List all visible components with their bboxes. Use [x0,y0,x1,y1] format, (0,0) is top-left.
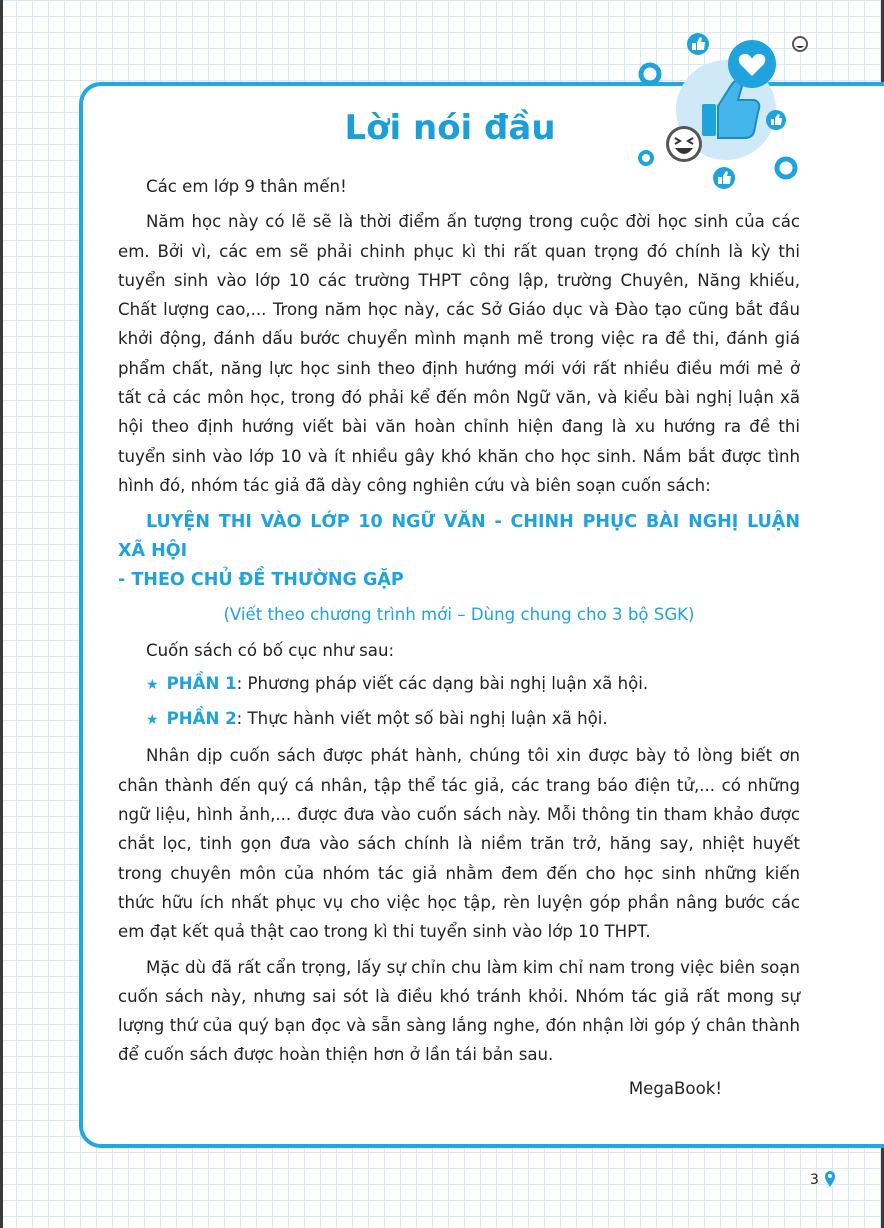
part-label: PHẦN 1 [166,673,237,693]
page-number: 3 [810,1172,819,1188]
preface-body [118,172,800,1103]
heart-ring-icon [641,65,659,83]
structure-intro: Cuốn sách có bố cục như sau: [146,640,395,660]
closing-paragraph: Mặc dù đã rất cẩn trọng, lấy sự chỉn chu làm kim chỉ nam trong việc biên soạn cuốn sách này, nhưng sai sót là điều khó tránh khỏi. Nhóm tác giả rất mong sự lượng thứ của quý bạn đọc và sẵn sàng lắng nghe, đón nhận lời góp ý chân thành để cuốn sách được hoàn thiện hơn ở lần tái bản sau. [118,957,800,1065]
book-title-line2: - THEO CHỦ ĐỀ THƯỜNG GẶP [118,570,404,591]
location-pin-icon [824,1170,836,1188]
part-1-item [118,669,800,700]
page-title: Lời nói đầu [344,108,556,148]
signature: MegaBook! [628,1078,722,1098]
star-bullet-icon: ★ [146,712,159,729]
page-edge-left [0,0,3,1228]
greeting: Các em lớp 9 thân mến! [146,177,347,196]
book-title [118,508,800,595]
intro-paragraph: Năm học này có lẽ sẽ là thời điểm ấn tượng trong cuộc đời học sinh của các em. Bởi vì, các em sẽ phải chinh phục kì thi rất quan trọng đó chính là kỳ thi tuyển sinh vào lớp 10 các trường THPT công lập, trường Chuyên, Năng khiếu, Chất lượng cao,... Trong năm học này, các Sở Giáo dục và Đào tạo cũng bắt đầu khởi động, đánh dấu bước chuyển mình mạnh mẽ trong việc ra đề thi, đánh giá phẩm chất, năng lực học sinh theo định hướng mới với rất nhiều điều mới mẻ ở tất cả các môn học, trong đó phải kể đến môn Ngữ văn, và kiểu bài nghị luận xã hội theo định hướng viết bài văn hoàn chỉnh hiện đang là xu hướng ra đề thi tuyển sinh vào lớp 10 và ít nhiều gây khó khăn cho học sinh. Nắm bắt được tình hình đó, nhóm tác giả đã dày công nghiên cứu và biên soạn cuốn sách: [118,212,800,495]
part-2-item [118,704,800,735]
heart-bubble-icon [728,40,776,88]
book-title-line1: LUYỆN THI VÀO LỚP 10 NGỮ VĂN - CHINH PHỤC BÀI NGHỊ LUẬN XÃ HỘI [118,512,800,562]
part-label: PHẦN 2 [166,709,237,729]
like-bubble-icon [766,110,786,130]
thanks-paragraph: Nhân dịp cuốn sách được phát hành, chúng tôi xin được bày tỏ lòng biết ơn chân thành đến quý cá nhân, tập thể tác giả, các trang báo điện tử,... có những ngữ liệu, hình ảnh,... được đưa vào cuốn sách này. Mỗi thông tin tham khảo được chắt lọc, tinh gọn đưa vào sách chính là niềm trăn trở, hăng say, nhiệt huyết trong chuyên môn của nhóm tác giả nhằm đem đến cho học sinh những kiến thức hữu ích nhất phục vụ cho việc học tập, rèn luyện góp phần nâng bước các em đạt kết quả thật cao trong kì thi tuyển sinh vào lớp 10 THPT. [118,746,800,942]
book-subtitle: (Viết theo chương trình mới – Dùng chung cho 3 bộ SGK) [223,605,695,625]
laughing-emoji-icon [666,126,702,162]
star-bullet-icon: ★ [146,676,159,693]
like-bubble-icon [687,33,709,55]
part-text: : Thực hành viết một số bài nghị luận xã hội. [236,709,608,729]
small-emoji-icon [792,36,808,52]
part-text: : Phương pháp viết các dạng bài nghị luận xã hội. [236,673,649,693]
heart-ring-icon [640,152,652,164]
